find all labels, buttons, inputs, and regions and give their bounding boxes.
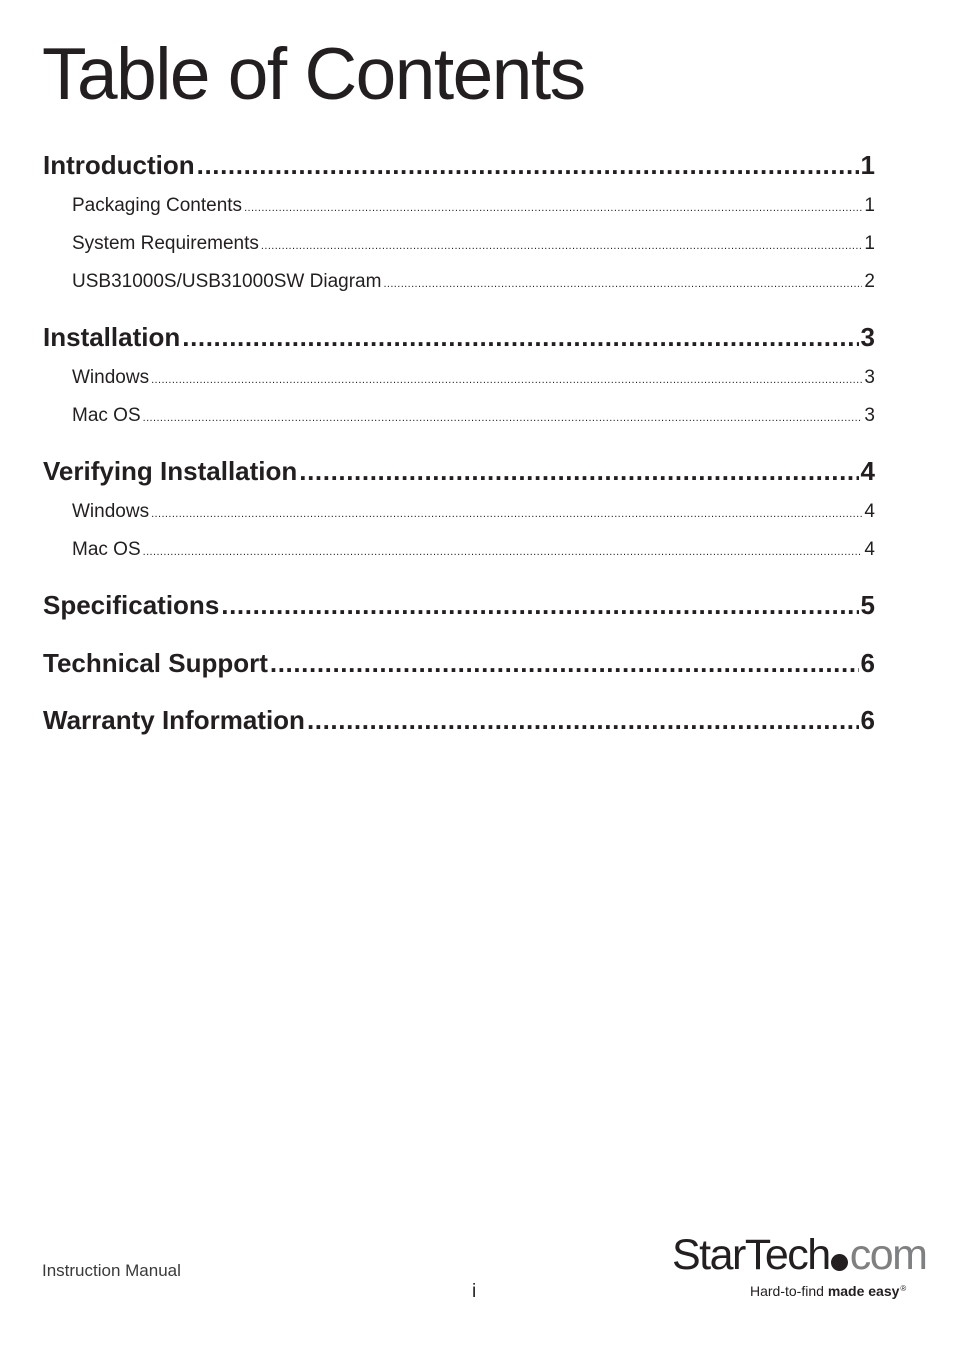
dot-leader [151,367,862,393]
toc-entry-installation-windows[interactable] [72,365,875,391]
toc-entry-warranty-information[interactable] [43,703,875,737]
toc-entry-verifying-mac-os[interactable] [72,537,875,563]
toc-entry-technical-support[interactable] [43,646,875,680]
toc-entry-label: Packaging Contents [72,195,243,216]
toc-entry-page: 5 [860,590,875,620]
dot-leader [197,148,859,182]
page-title: Table of Contents [42,34,585,115]
tagline-bold: made easy [827,1283,900,1299]
toc-entry-system-requirements[interactable] [72,231,875,257]
dot-leader [299,454,858,488]
toc-entry-verifying-installation[interactable] [43,454,875,488]
dot-leader [143,405,863,431]
toc-entry-page: 2 [864,271,875,292]
toc-entry-packaging-contents[interactable] [72,193,875,219]
toc-entry-page: 1 [864,195,875,216]
dot-leader [221,588,858,622]
toc-entry-page: 1 [860,150,875,180]
toc-entry-page: 3 [864,367,875,388]
toc-entry-page: 4 [864,539,875,560]
toc-entry-label: Mac OS [72,405,141,426]
toc-entry-page: 4 [860,456,875,486]
toc-entry-label: Installation [43,322,181,352]
toc-entry-introduction[interactable] [43,148,875,182]
dot-leader [383,271,862,297]
toc-entry-page: 6 [860,705,875,735]
dot-leader [143,539,863,565]
page-number: i [472,1281,477,1302]
logo-tagline [750,1283,906,1299]
dot-leader [307,703,859,737]
toc-entry-label: Windows [72,501,150,522]
toc-entry-page: 6 [860,648,875,678]
toc-entry-page: 1 [864,233,875,254]
logo-name-part1: StarTech [672,1231,830,1279]
dot-leader [182,320,858,354]
toc-entry-label: Verifying Installation [43,456,298,486]
dot-leader [270,646,859,680]
toc-entry-label: Technical Support [43,648,268,678]
dot-leader [261,233,863,259]
document-type-label: Instruction Manual [42,1261,181,1280]
registered-mark: ® [900,1284,907,1293]
toc-entry-label: Mac OS [72,539,141,560]
toc-entry-verifying-windows[interactable] [72,499,875,525]
toc-entry-label: USB31000S/USB31000SW Diagram [72,271,382,292]
toc-entry-page: 3 [860,322,875,352]
logo-name-part2: com [849,1231,927,1279]
toc-entry-page: 3 [864,405,875,426]
startech-logo [672,1230,927,1310]
logo-wordmark [672,1230,926,1280]
tagline-regular: Hard-to-find [750,1283,828,1299]
toc-entry-page: 4 [864,501,875,522]
toc-entry-diagram[interactable] [72,269,875,295]
toc-entry-specifications[interactable] [43,588,875,622]
toc-entry-installation-mac-os[interactable] [72,403,875,429]
toc-entry-label: Introduction [43,150,195,180]
toc-entry-label: Warranty Information [43,705,305,735]
toc-entry-label: Windows [72,367,150,388]
logo-dot-icon [831,1254,848,1271]
dot-leader [244,195,862,221]
toc-entry-label: Specifications [43,590,220,620]
toc-entry-installation[interactable] [43,320,875,354]
dot-leader [151,501,862,527]
toc-entry-label: System Requirements [72,233,259,254]
